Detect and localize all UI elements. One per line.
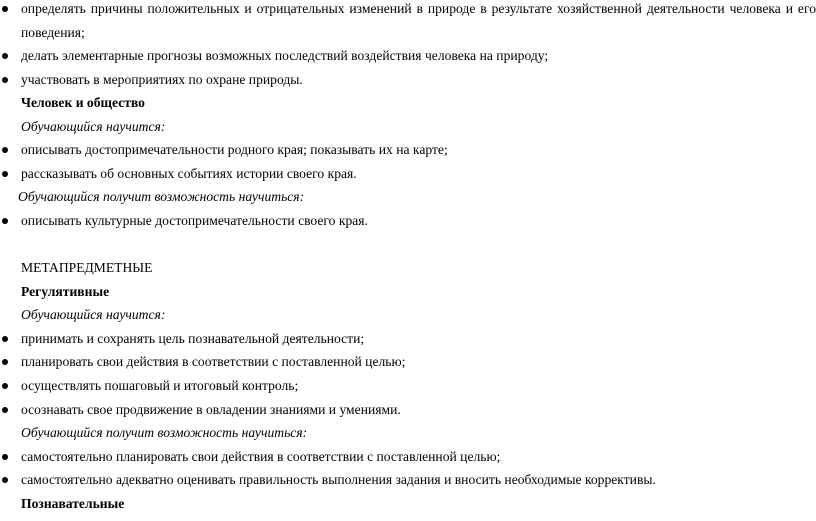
subsection-label-text: Обучающийся научится:: [21, 119, 166, 134]
list-item-text: принимать и сохранять цель познавательной деятельности;: [21, 331, 365, 346]
bullet-icon: [2, 77, 8, 83]
bullet-icon: [2, 218, 8, 224]
list-item-text: поведения;: [21, 25, 85, 40]
subsection-label-text: Обучающийся получит возможность научиться:: [21, 425, 308, 440]
list-item-text: делать элементарные прогнозы возможных последствий воздействия человека на природу;: [21, 48, 549, 63]
list-item-text: самостоятельно планировать свои действия в соответствии с поставленной целью;: [21, 449, 501, 464]
list-item-text: рассказывать об основных событиях истории своего края.: [21, 166, 357, 181]
section-heading-text: МЕТАПРЕДМЕТНЫЕ: [21, 260, 153, 275]
bullet-icon: [2, 383, 8, 389]
list-item-text: осуществлять пошаговый и итоговый контроль;: [21, 378, 299, 393]
bullet-icon: [2, 336, 8, 342]
section-heading-text: Регулятивные: [21, 284, 110, 299]
bullet-icon: [2, 53, 8, 59]
bullet-icon: [2, 359, 8, 365]
bullet-icon: [2, 6, 8, 12]
bullet-icon: [2, 454, 8, 460]
list-item-text: определять причины положительных и отрицательных изменений в природе в результате хозяйственной деятельности человека и его: [21, 1, 816, 16]
section-heading-text: Познавательные: [21, 496, 125, 511]
bullet-icon: [2, 407, 8, 413]
list-item-text: участвовать в мероприятиях по охране природы.: [21, 72, 303, 87]
list-item-text: самостоятельно адекватно оценивать правильность выполнения задания и вносить необходимые коррективы.: [21, 472, 656, 487]
subsection-label-text: Обучающийся научится:: [21, 307, 166, 322]
bullet-icon: [2, 477, 8, 483]
section-heading-text: Человек и общество: [21, 95, 145, 110]
list-item-text: планировать свои действия в соответствии с поставленной целью;: [21, 354, 406, 369]
list-item-text: описывать культурные достопримечательности своего края.: [21, 213, 368, 228]
list-item-text: осознавать свое продвижение в овладении знаниями и умениями.: [21, 402, 401, 417]
bullet-icon: [2, 171, 8, 177]
list-item-text: описывать достопримечательности родного края; показывать их на карте;: [21, 142, 448, 157]
subsection-label-text: Обучающийся получит возможность научиться:: [18, 189, 305, 204]
bullet-icon: [2, 147, 8, 153]
